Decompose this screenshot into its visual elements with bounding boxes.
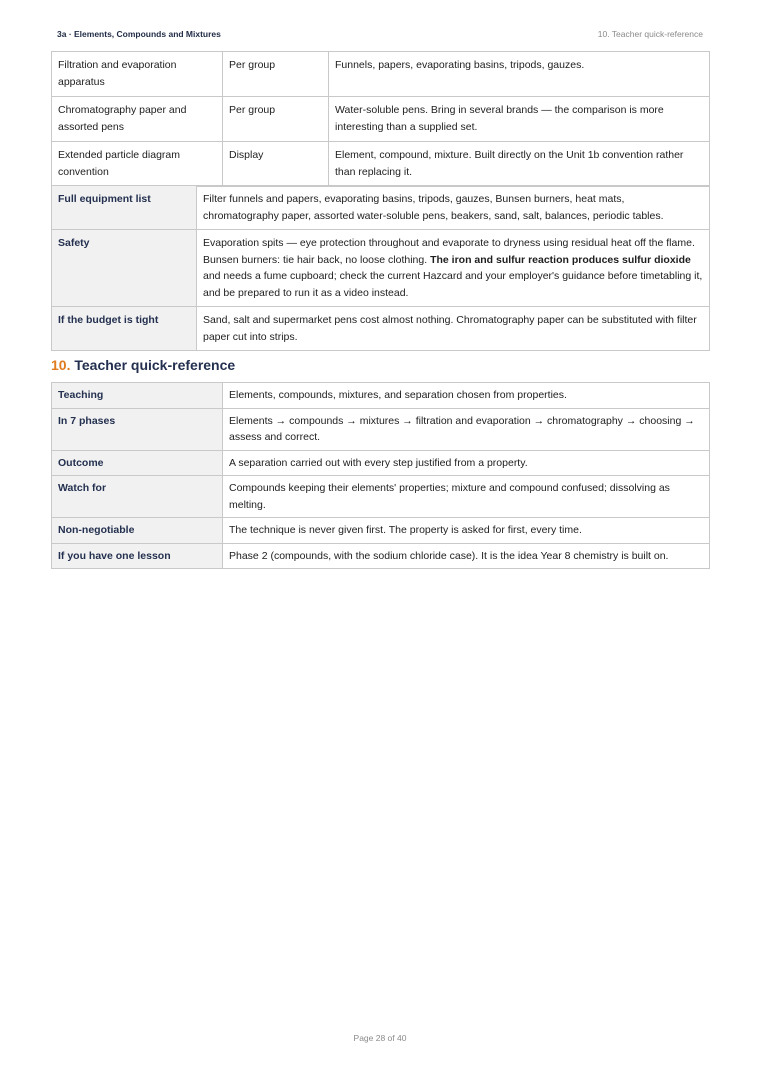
section-number: 10. xyxy=(51,357,71,373)
table-row xyxy=(52,543,710,569)
equipment-item: Extended particle diagram convention xyxy=(52,142,223,187)
header-section-title: 10. Teacher quick-reference xyxy=(597,29,703,39)
table-row xyxy=(52,450,710,476)
row-label: Watch for xyxy=(52,476,223,518)
table-row xyxy=(52,230,710,307)
equipment-table xyxy=(51,51,710,187)
equipment-notes: Funnels, papers, evaporating basins, tripods, gauzes. xyxy=(329,52,710,97)
row-value: Filter funnels and papers, evaporating basins, tripods, gauzes, Bunsen burners, heat mats, chromatography paper, assorted water-soluble pens, beakers, sand, salt, balances, periodic tables. xyxy=(197,186,710,230)
row-value: Elements → compounds → mixtures → filtration and evaporation → chromatography → choosing → assess and correct. xyxy=(223,408,710,450)
equipment-scale: Display xyxy=(223,142,329,187)
row-value: Sand, salt and supermarket pens cost almost nothing. Chromatography paper can be substituted with filter paper cut into strips. xyxy=(197,307,710,351)
equipment-scale: Per group xyxy=(223,52,329,97)
header-unit-title: 3a · Elements, Compounds and Mixtures xyxy=(57,29,221,39)
row-value: Phase 2 (compounds, with the sodium chloride case). It is the idea Year 8 chemistry is built on. xyxy=(223,543,710,569)
row-value: Elements, compounds, mixtures, and separation chosen from properties. xyxy=(223,383,710,409)
row-label: If you have one lesson xyxy=(52,543,223,569)
row-value: The technique is never given first. The property is asked for first, every time. xyxy=(223,518,710,544)
row-label: Full equipment list xyxy=(52,186,197,230)
row-label: Safety xyxy=(52,230,197,307)
table-row xyxy=(52,518,710,544)
table-row xyxy=(52,97,710,142)
table-row xyxy=(52,307,710,351)
table-row xyxy=(52,142,710,187)
row-value: Compounds keeping their elements' properties; mixture and compound confused; dissolving as melting. xyxy=(223,476,710,518)
row-label: In 7 phases xyxy=(52,408,223,450)
row-value xyxy=(197,230,710,307)
row-value: A separation carried out with every step justified from a property. xyxy=(223,450,710,476)
equipment-summary-table xyxy=(51,185,710,351)
safety-text: Evaporation spits — eye protection throughout and evaporate to dryness using residual heat off the flame. Bunsen burners: tie hair back, no loose clothing. xyxy=(203,237,695,266)
quick-reference-table xyxy=(51,382,710,569)
table-row xyxy=(52,476,710,518)
equipment-notes: Element, compound, mixture. Built directly on the Unit 1b convention rather than replacing it. xyxy=(329,142,710,187)
row-label: Teaching xyxy=(52,383,223,409)
table-row xyxy=(52,383,710,409)
row-label: Non-negotiable xyxy=(52,518,223,544)
page-number: Page 28 of 40 xyxy=(353,1033,407,1043)
safety-text: and needs a fume cupboard; check the current Hazcard and your employer's guidance before timetabling it, and be prepared to run it as a video instead. xyxy=(203,270,703,299)
table-row xyxy=(52,52,710,97)
running-header xyxy=(57,29,703,43)
table-row xyxy=(52,186,710,230)
table-row xyxy=(52,408,710,450)
row-label: Outcome xyxy=(52,450,223,476)
safety-warning: The iron and sulfur reaction produces sulfur dioxide xyxy=(430,253,691,266)
equipment-notes: Water-soluble pens. Bring in several brands — the comparison is more interesting than a supplied set. xyxy=(329,97,710,142)
equipment-item: Filtration and evaporation apparatus xyxy=(52,52,223,97)
section-heading xyxy=(51,357,235,373)
row-label: If the budget is tight xyxy=(52,307,197,351)
equipment-scale: Per group xyxy=(223,97,329,142)
section-title: Teacher quick-reference xyxy=(74,357,236,373)
equipment-item: Chromatography paper and assorted pens xyxy=(52,97,223,142)
